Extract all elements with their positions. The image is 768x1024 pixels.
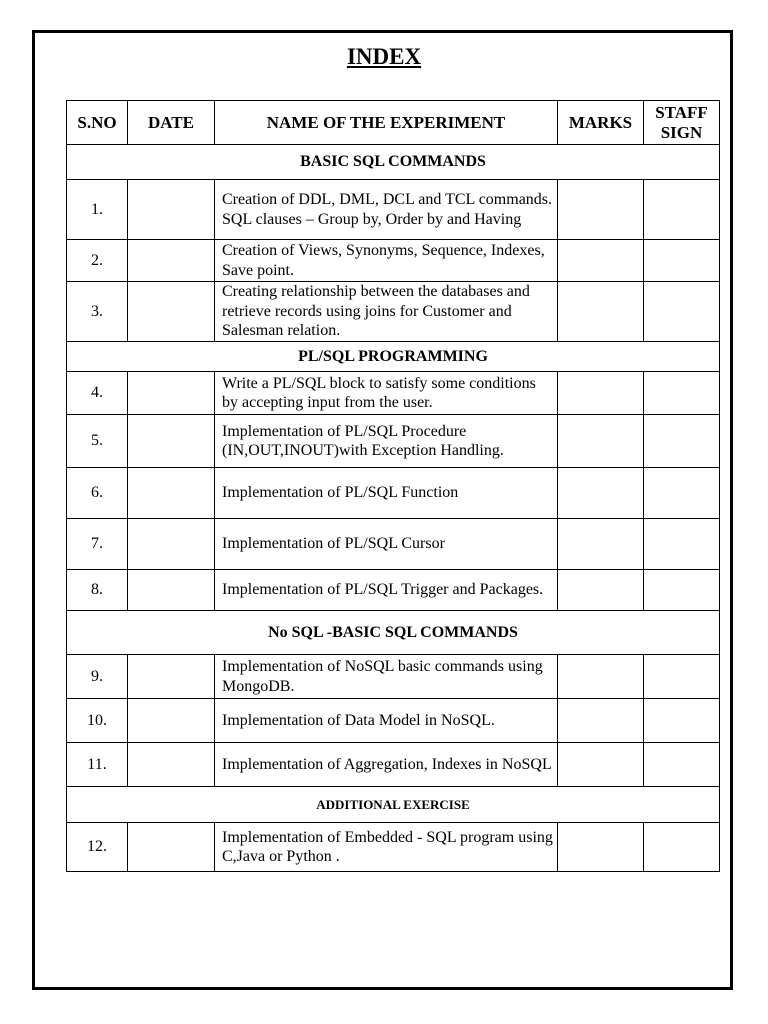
row-staff-sign — [644, 519, 720, 570]
table-row — [67, 415, 720, 468]
row-staff-sign — [644, 699, 720, 743]
row-date — [128, 415, 215, 468]
table-row — [67, 823, 720, 872]
row-sno: 4. — [67, 372, 128, 415]
row-sno: 5. — [67, 415, 128, 468]
row-experiment-name: Creation of Views, Synonyms, Sequence, Indexes, Save point. — [215, 240, 558, 282]
row-staff-sign — [644, 823, 720, 872]
row-experiment-name: Implementation of Aggregation, Indexes in NoSQL — [215, 743, 558, 787]
row-staff-sign — [644, 415, 720, 468]
row-sno: 10. — [67, 699, 128, 743]
table-row — [67, 570, 720, 611]
section-row — [67, 611, 720, 655]
row-date — [128, 240, 215, 282]
row-marks — [558, 240, 644, 282]
table-row — [67, 519, 720, 570]
row-staff-sign — [644, 570, 720, 611]
table-row — [67, 468, 720, 519]
row-sno: 11. — [67, 743, 128, 787]
row-staff-sign — [644, 180, 720, 240]
row-staff-sign — [644, 240, 720, 282]
row-marks — [558, 823, 644, 872]
section-row — [67, 787, 720, 823]
row-date — [128, 180, 215, 240]
row-staff-sign — [644, 282, 720, 342]
row-date — [128, 823, 215, 872]
row-experiment-name: Creation of DDL, DML, DCL and TCL commands. SQL clauses – Group by, Order by and Having — [215, 180, 558, 240]
section-heading: PL/SQL PROGRAMMING — [67, 342, 720, 372]
table-row — [67, 282, 720, 342]
row-date — [128, 655, 215, 699]
header-staff-line1: STAFF — [655, 102, 708, 122]
row-experiment-name: Implementation of NoSQL basic commands using MongoDB. — [215, 655, 558, 699]
row-marks — [558, 282, 644, 342]
section-heading: No SQL -BASIC SQL COMMANDS — [67, 611, 720, 655]
table-row — [67, 180, 720, 240]
table-row — [67, 655, 720, 699]
row-staff-sign — [644, 468, 720, 519]
header-staff-line2: SIGN — [660, 122, 703, 142]
row-staff-sign — [644, 372, 720, 415]
row-experiment-name: Implementation of PL/SQL Function — [215, 468, 558, 519]
row-experiment-name: Write a PL/SQL block to satisfy some conditions by accepting input from the user. — [215, 372, 558, 415]
row-marks — [558, 655, 644, 699]
row-sno: 1. — [67, 180, 128, 240]
row-sno: 3. — [67, 282, 128, 342]
row-marks — [558, 372, 644, 415]
row-staff-sign — [644, 655, 720, 699]
table-row — [67, 699, 720, 743]
row-date — [128, 699, 215, 743]
header-sno: S.NO — [67, 101, 128, 145]
row-marks — [558, 415, 644, 468]
header-name: NAME OF THE EXPERIMENT — [215, 101, 558, 145]
header-staff-sign — [644, 101, 720, 145]
table-row — [67, 240, 720, 282]
row-marks — [558, 519, 644, 570]
row-experiment-name: Implementation of PL/SQL Cursor — [215, 519, 558, 570]
row-experiment-name: Creating relationship between the databases and retrieve records using joins for Customer and Salesman relation. — [215, 282, 558, 342]
row-date — [128, 743, 215, 787]
table-row — [67, 743, 720, 787]
row-sno: 7. — [67, 519, 128, 570]
row-experiment-name: Implementation of Data Model in NoSQL. — [215, 699, 558, 743]
table-row — [67, 372, 720, 415]
section-row — [67, 342, 720, 372]
row-date — [128, 468, 215, 519]
section-row — [67, 145, 720, 180]
page-title: INDEX — [346, 44, 422, 69]
header-marks: MARKS — [558, 101, 644, 145]
row-marks — [558, 570, 644, 611]
row-marks — [558, 468, 644, 519]
row-marks — [558, 699, 644, 743]
row-sno: 6. — [67, 468, 128, 519]
row-sno: 9. — [67, 655, 128, 699]
row-date — [128, 282, 215, 342]
row-date — [128, 372, 215, 415]
row-experiment-name: Implementation of PL/SQL Procedure (IN,OUT,INOUT)with Exception Handling. — [215, 415, 558, 468]
row-staff-sign — [644, 743, 720, 787]
row-date — [128, 570, 215, 611]
row-marks — [558, 180, 644, 240]
row-sno: 12. — [67, 823, 128, 872]
row-experiment-name: Implementation of Embedded - SQL program using C,Java or Python . — [215, 823, 558, 872]
header-row — [67, 101, 720, 145]
header-date: DATE — [128, 101, 215, 145]
row-date — [128, 519, 215, 570]
row-marks — [558, 743, 644, 787]
row-sno: 2. — [67, 240, 128, 282]
row-experiment-name: Implementation of PL/SQL Trigger and Packages. — [215, 570, 558, 611]
section-heading: ADDITIONAL EXERCISE — [67, 787, 720, 823]
experiment-index-table — [66, 100, 720, 872]
section-heading: BASIC SQL COMMANDS — [67, 145, 720, 180]
row-sno: 8. — [67, 570, 128, 611]
